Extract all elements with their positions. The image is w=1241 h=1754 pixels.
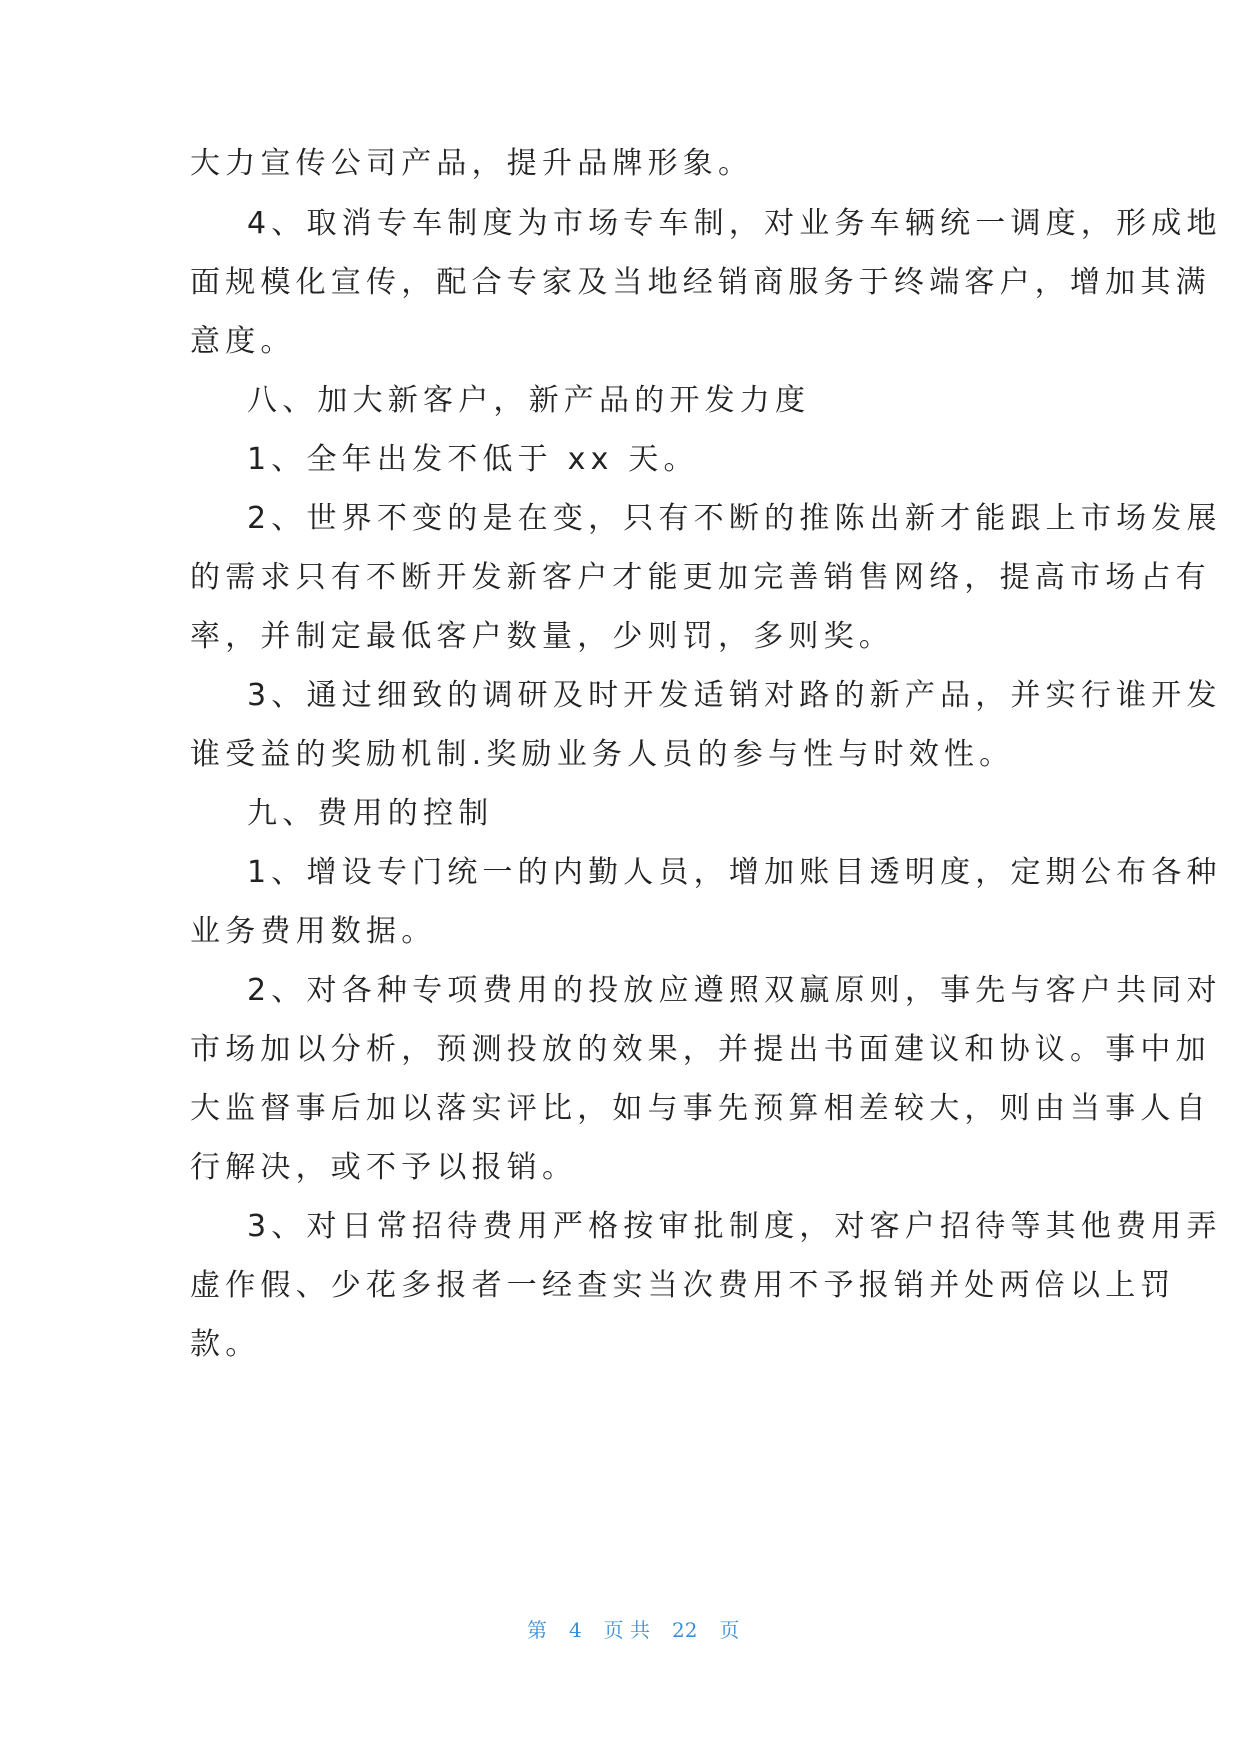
body-line: 1、全年出发不低于 xx 天。 <box>247 442 699 477</box>
body-line: 款。 <box>190 1327 261 1362</box>
page-label-prefix: 第 <box>526 1618 547 1642</box>
page-label-suffix: 页 <box>719 1618 740 1642</box>
body-line: 虚作假、少花多报者一经查实当次费用不予报销并处两倍以上罚 <box>190 1268 1176 1303</box>
body-line: 率，并制定最低客户数量，少则罚，多则奖。 <box>190 619 894 654</box>
section-heading: 八、加大新客户，新产品的开发力度 <box>247 383 811 418</box>
section-heading: 九、费用的控制 <box>247 796 494 831</box>
body-line: 行解决，或不予以报销。 <box>190 1150 578 1185</box>
body-line: 2、对各种专项费用的投放应遵照双赢原则，事先与客户共同对 <box>247 973 1222 1008</box>
body-line: 市场加以分析，预测投放的效果，并提出书面建议和协议。事中加 <box>190 1032 1211 1067</box>
body-line: 大监督事后加以落实评比，如与事先预算相差较大，则由当事人自 <box>190 1091 1211 1126</box>
body-line: 大力宣传公司产品，提升品牌形象。 <box>190 146 754 181</box>
body-line: 3、通过细致的调研及时开发适销对路的新产品，并实行谁开发 <box>247 678 1222 713</box>
body-line: 1、增设专门统一的内勤人员，增加账目透明度，定期公布各种 <box>247 855 1222 890</box>
body-line: 意度。 <box>190 324 296 359</box>
page-label-mid: 页 共 <box>603 1618 651 1642</box>
body-line: 的需求只有不断开发新客户才能更加完善销售网络，提高市场占有 <box>190 560 1211 595</box>
current-page-number: 4 <box>568 1618 582 1642</box>
body-line: 面规模化宣传，配合专家及当地经销商服务于终端客户，增加其满 <box>190 265 1211 300</box>
body-line: 业务费用数据。 <box>190 914 437 949</box>
page-footer <box>0 1588 1241 1672</box>
total-pages-number: 22 <box>672 1618 698 1642</box>
body-line: 谁受益的奖励机制.奖励业务人员的参与性与时效性。 <box>190 737 1015 772</box>
body-line: 2、世界不变的是在变，只有不断的推陈出新才能跟上市场发展 <box>247 501 1222 536</box>
body-line: 4、取消专车制度为市场专车制，对业务车辆统一调度，形成地 <box>247 206 1222 241</box>
body-line: 3、对日常招待费用严格按审批制度，对客户招待等其他费用弄 <box>247 1209 1222 1244</box>
